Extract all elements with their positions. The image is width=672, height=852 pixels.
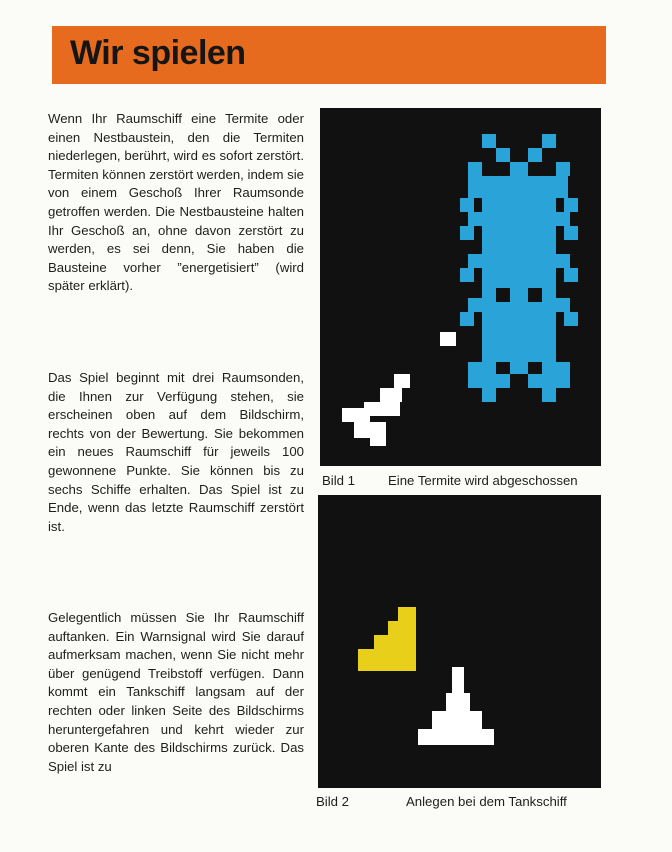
paragraph-1 [48, 110, 304, 296]
figure-1-graphic [320, 108, 601, 466]
paragraph-3 [48, 609, 304, 776]
projectile [440, 332, 456, 346]
figure-2-label: Bild 2 [316, 794, 349, 809]
termite-sprite [460, 134, 578, 402]
player-ship-docking [418, 667, 494, 745]
paragraph-3-text: Gelegentlich müssen Sie Ihr Raumschiff auftanken. Ein Warnsignal wird Sie darauf aufmerksam machen, wenn Sie nicht mehr über genügend Treibstoff verfügen. Dann kommt ein Tankschiff langsam auf der rechten oder linken Seite des Bildschirms heruntergefahren und kehrt wieder zur oberen Kante des Bildschirms zurück. Das Spiel ist zu [48, 610, 304, 774]
paragraph-2-text: Das Spiel beginnt mit drei Raumsonden, die Ihnen zur Verfügung stehen, sie erscheinen oben auf dem Bildschirm, rechts von der Bewertung. Sie bekommen ein neues Raumschiff für jeweils 100 gewonnene Punkte. Sie können bis zu sechs Schiffe erhalten. Das Spiel ist zu Ende, wenn das letzte Raumschiff zerstört ist. [48, 370, 304, 534]
title-banner [52, 26, 606, 84]
figure-2-caption: Anlegen bei dem Tankschiff [406, 794, 567, 809]
player-ship [342, 374, 410, 446]
page-title: Wir spielen [70, 34, 246, 72]
figure-2-screen [318, 495, 601, 788]
figure-2-graphic [318, 495, 601, 788]
tanker-ship [358, 607, 416, 671]
paragraph-2 [48, 369, 304, 536]
figure-1-caption: Eine Termite wird abgeschossen [388, 473, 578, 488]
paragraph-1-text: Wenn Ihr Raumschiff eine Termite oder einen Nestbaustein, den die Termiten niederlegen, berührt, wird es sofort zerstört. Termiten können zerstört werden, indem sie von einem Geschoß Ihrer Raumsonde getroffen werden. Die Nestbausteine halten Ihr Geschoß an, ohne davon zerstört zu werden, es sei denn, Sie haben die Bausteine vorher ”energetisiert” (wird später erklärt). [48, 111, 304, 294]
figure-1-screen [320, 108, 601, 466]
figure-1-label: Bild 1 [322, 473, 355, 488]
